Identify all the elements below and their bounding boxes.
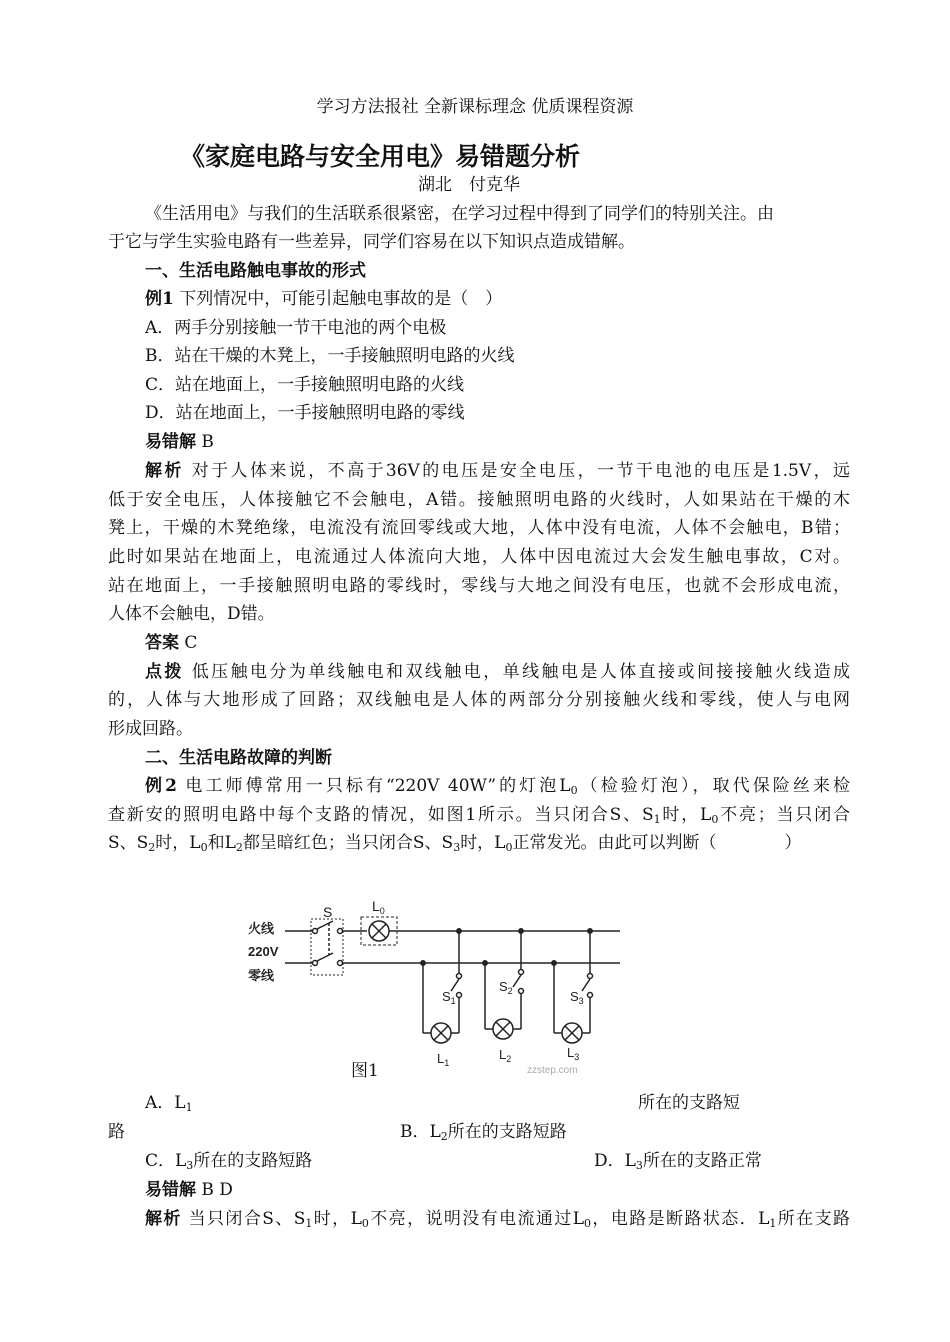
subscript: 0 xyxy=(361,1217,369,1230)
lamp3-text: L xyxy=(567,1045,575,1060)
text: 时，L xyxy=(312,1209,362,1229)
switch-s3-blade xyxy=(582,979,590,991)
subscript: 0 xyxy=(570,784,578,797)
lamp2-text: L xyxy=(499,1047,507,1062)
analysis-line: 凳上，干燥的木凳绝缘，电流没有流回零线或大地，人体中没有电流，人体不会触电，B错； xyxy=(108,518,850,538)
answer xyxy=(145,632,197,654)
analysis-line xyxy=(145,1208,850,1230)
switch-s2-blade xyxy=(513,975,521,987)
example-2-line xyxy=(108,804,850,826)
subscript: 1 xyxy=(653,813,661,826)
s2-sub: 2 xyxy=(507,986,513,996)
circuit-diagram xyxy=(245,893,625,1078)
s2-text: S xyxy=(499,979,508,994)
text: A．L xyxy=(145,1093,186,1113)
switch-contact xyxy=(519,989,524,994)
analysis-text: 对于人体来说，不高于36V的电压是安全电压，一节干电池的电压是1.5V，远 xyxy=(191,461,850,481)
subscript: 2 xyxy=(440,1130,448,1143)
analysis-text xyxy=(189,1209,850,1229)
text: 时，L xyxy=(155,833,201,853)
text: （检验灯泡），取代保险丝来检 xyxy=(577,776,851,796)
text: 所在的支路正常 xyxy=(642,1151,762,1171)
s3-sub: 3 xyxy=(578,996,584,1006)
lamp3-sub: 3 xyxy=(574,1052,580,1062)
l0-text: L xyxy=(372,898,380,914)
subscript: 1 xyxy=(305,1217,313,1230)
tip-label: 点拨 xyxy=(145,662,184,682)
option-b: B．站在干燥的木凳上，一手接触照明电路的火线 xyxy=(145,346,515,366)
intro-line: 于它与学生实验电路有一些差异，同学们容易在以下知识点造成错解。 xyxy=(108,232,635,252)
subscript: 0 xyxy=(584,1217,592,1230)
option-a-cont: 所在的支路短 xyxy=(638,1093,740,1113)
section-heading: 一、生活电路触电事故的形式 xyxy=(145,261,366,281)
text: D．L xyxy=(594,1151,636,1171)
text: 不亮，说明没有电流通过L xyxy=(368,1209,585,1229)
switch-contact xyxy=(457,974,462,979)
wrong-label: 易错解 xyxy=(145,1180,196,1200)
option-d: D．站在地面上，一手接触照明电路的零线 xyxy=(145,403,465,423)
lamp1-sub: 1 xyxy=(444,1058,450,1068)
author: 湖北 付克华 xyxy=(418,175,520,195)
switch-contact xyxy=(338,961,343,966)
figure-caption: 图1 xyxy=(351,1061,379,1081)
lamp1-label xyxy=(437,1051,449,1068)
analysis-line xyxy=(145,460,850,482)
subscript: 0 xyxy=(711,813,719,826)
option-a-cont: 路 xyxy=(108,1122,125,1142)
voltage-label: 220V xyxy=(248,944,279,959)
subscript: 3 xyxy=(186,1159,194,1172)
option-d xyxy=(594,1150,762,1172)
wrong-value: B D xyxy=(201,1180,233,1200)
s3-label xyxy=(570,989,584,1006)
wrong-answer xyxy=(145,431,214,453)
intro-line: 《生活用电》与我们的生活联系很紧密，在学习过程中得到了同学们的特别关注。由 xyxy=(145,204,774,224)
analysis-line: 人体不会触电，D错。 xyxy=(108,604,275,624)
text: 所在支路 xyxy=(776,1209,850,1229)
subscript: 3 xyxy=(635,1159,643,1172)
wrong-answer xyxy=(145,1179,233,1201)
subscript: 3 xyxy=(453,841,461,854)
text: 不亮；当只闭合 xyxy=(718,805,851,825)
l0-label xyxy=(372,898,385,916)
question-text: 下列情况中，可能引起触电事故的是（ ） xyxy=(179,289,503,309)
subscript: 1 xyxy=(185,1101,193,1114)
text: 电工师傅常用一只标有“220V 40W”的灯泡L xyxy=(185,776,571,796)
s1-sub: 1 xyxy=(450,996,456,1006)
switch-contact xyxy=(588,993,593,998)
text: 时，L xyxy=(660,805,712,825)
text: 所在的支路短路 xyxy=(447,1122,567,1142)
text: 查新安的照明电路中每个支路的情况，如图1所示。当只闭合S、S xyxy=(108,805,654,825)
wrong-value: B xyxy=(201,432,214,452)
analysis-label: 解析 xyxy=(145,461,184,481)
tip-line xyxy=(145,661,850,683)
subscript: 0 xyxy=(505,841,513,854)
s3-text: S xyxy=(570,989,579,1004)
neutral-line-label: 零线 xyxy=(248,968,275,983)
text: C．L xyxy=(145,1151,187,1171)
lamp1-text: L xyxy=(437,1051,445,1066)
switch-blade xyxy=(317,921,333,929)
section-heading: 二、生活电路故障的判断 xyxy=(145,748,332,768)
answer-label: 答案 xyxy=(145,633,179,653)
switch-s-label: S xyxy=(323,904,333,920)
option-b xyxy=(400,1121,567,1143)
text: 和L xyxy=(207,833,236,853)
switch-contact xyxy=(588,974,593,979)
watermark: zzstep.com xyxy=(527,1065,578,1076)
lamp2-sub: 2 xyxy=(506,1054,512,1064)
option-a xyxy=(145,1092,193,1114)
fire-line-label: 火线 xyxy=(248,921,275,936)
option-c: C．站在地面上，一手接触照明电路的火线 xyxy=(145,375,465,395)
switch-contact xyxy=(313,961,318,966)
wrong-label: 易错解 xyxy=(145,432,196,452)
analysis-line: 站在地面上，一手接触照明电路的零线时，零线与大地之间没有电压，也就不会形成电流， xyxy=(108,576,850,596)
lamp3-label xyxy=(567,1045,579,1062)
analysis-line: 低于安全电压，人体接触它不会触电，A错。接触照明电路的火线时，人如果站在干燥的木 xyxy=(108,490,850,510)
example-label: 例2 xyxy=(145,776,177,796)
switch-blade xyxy=(317,953,333,961)
document-title: 《家庭电路与安全用电》易错题分析 xyxy=(180,142,581,171)
text: 所在的支路短路 xyxy=(193,1151,313,1171)
example-2-line xyxy=(108,832,801,854)
example-label: 例1 xyxy=(145,289,174,309)
lamp2-label xyxy=(499,1047,511,1064)
switch-s1-blade xyxy=(451,979,459,991)
option-c xyxy=(145,1150,312,1172)
option-a: A．两手分别接触一节干电池的两个电极 xyxy=(145,318,447,338)
switch-contact xyxy=(519,970,524,975)
s2-label xyxy=(499,979,513,996)
tip-line: 的，人体与大地形成了回路；双线触电是人体的两部分分别接触火线和零线，使人与电网 xyxy=(108,690,850,710)
subscript: 0 xyxy=(200,841,208,854)
s1-text: S xyxy=(442,989,451,1004)
text: S、S xyxy=(108,833,149,853)
switch-box xyxy=(311,919,343,975)
text: ，电路是断路状态．L xyxy=(591,1209,770,1229)
tip-text: 低压触电分为单线触电和双线触电，单线触电是人体直接或间接接触火线造成 xyxy=(191,662,851,682)
example-1-question xyxy=(145,288,502,310)
text: 当只闭合S、S xyxy=(188,1209,306,1229)
s1-label xyxy=(442,989,456,1006)
text: B．L xyxy=(400,1122,441,1142)
tip-line: 形成回路。 xyxy=(108,719,193,739)
subscript: 1 xyxy=(769,1217,777,1230)
switch-contact xyxy=(457,993,462,998)
analysis-line: 此时如果站在地面上，电流通过人体流向大地，人体中因电流过大会发生触电事故，C对。 xyxy=(108,547,850,567)
switch-contact xyxy=(338,929,343,934)
text: 都呈暗红色；当只闭合S、S xyxy=(242,833,454,853)
page-header: 学习方法报社 全新课标理念 优质课程资源 xyxy=(316,97,634,117)
example-2-line xyxy=(145,775,850,797)
l0-sub: 0 xyxy=(379,906,385,916)
text: 正常发光。由此可以判断（ ） xyxy=(512,833,802,853)
text: 时，L xyxy=(460,833,506,853)
answer-value: C xyxy=(184,633,198,653)
analysis-label: 解析 xyxy=(145,1209,182,1229)
subscript: 2 xyxy=(148,841,156,854)
subscript: 2 xyxy=(235,841,243,854)
switch-contact xyxy=(313,929,318,934)
